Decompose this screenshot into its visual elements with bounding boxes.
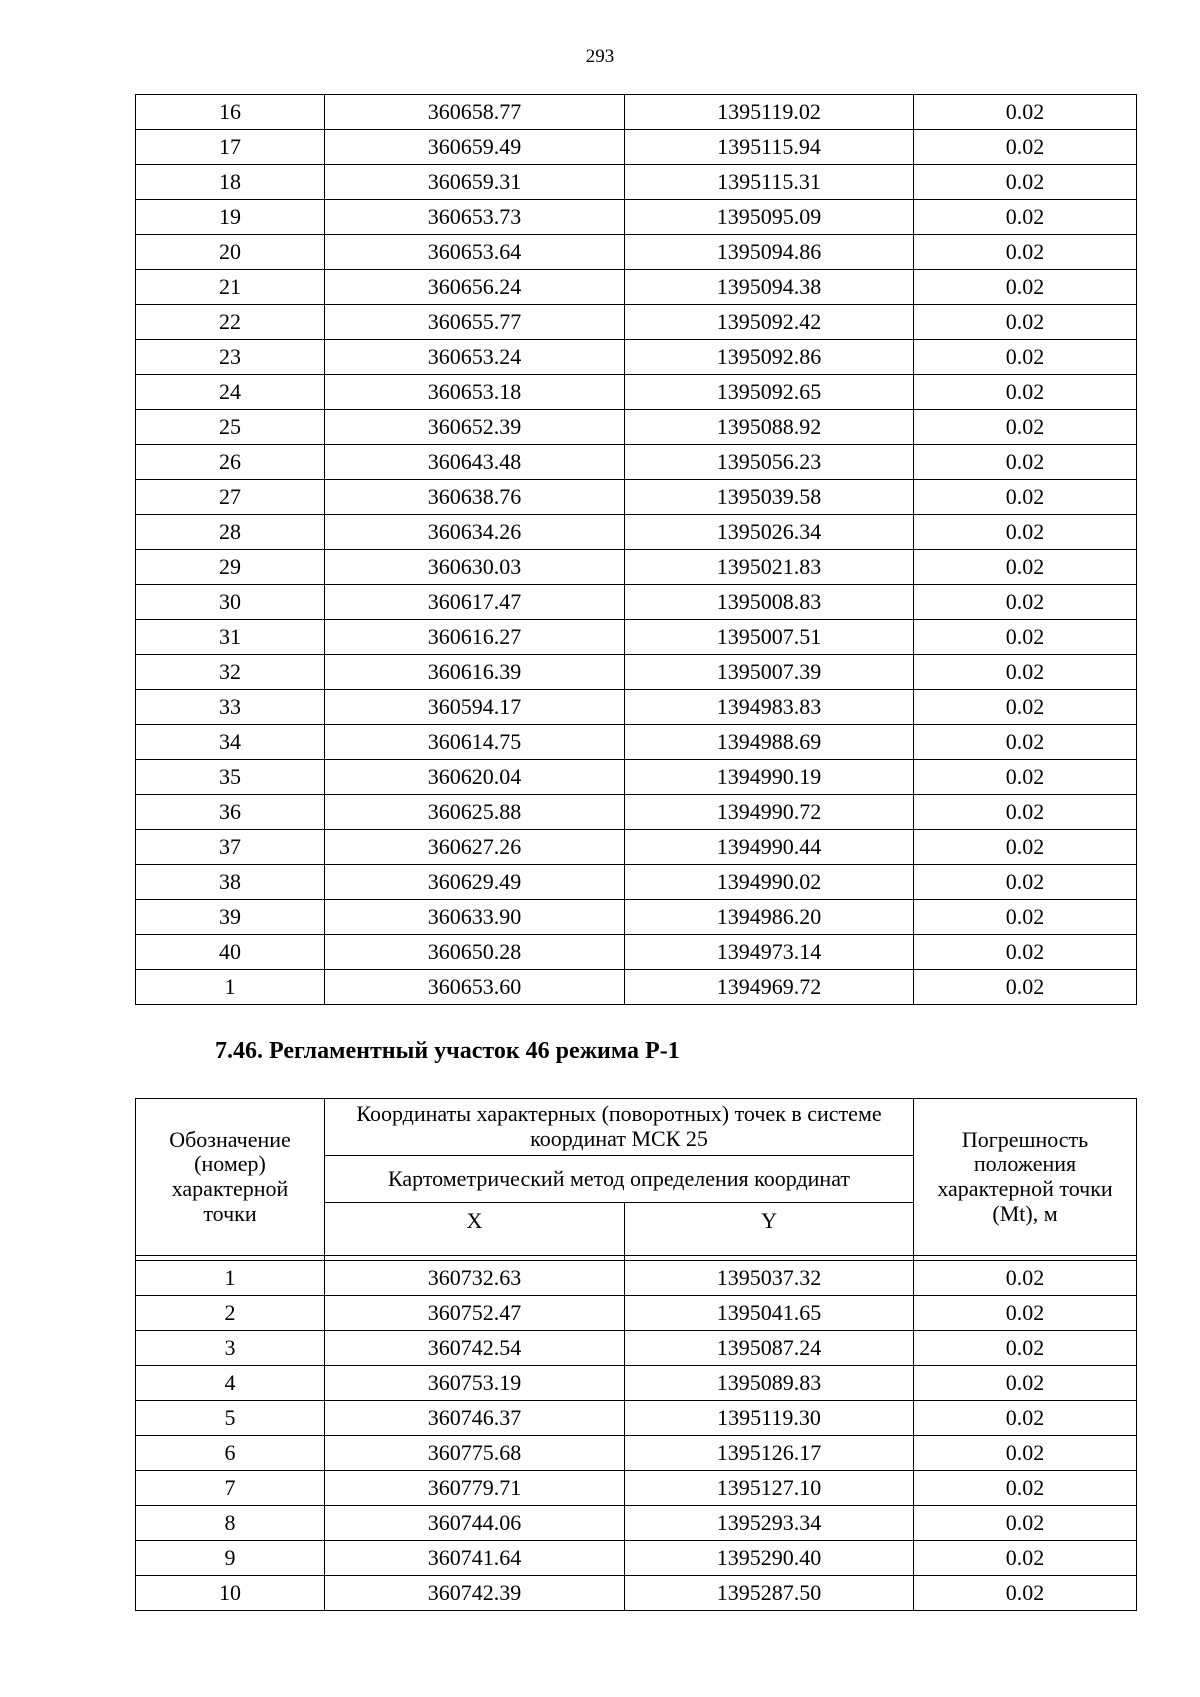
cell-x: 360614.75	[325, 725, 625, 760]
page-number: 293	[585, 46, 615, 67]
cell-x: 360653.24	[325, 340, 625, 375]
cell-error: 0.02	[914, 1576, 1137, 1611]
cell-x: 360779.71	[325, 1471, 625, 1506]
cell-point-number: 16	[136, 95, 325, 130]
cell-x: 360653.18	[325, 375, 625, 410]
cell-error: 0.02	[914, 95, 1137, 130]
cell-x: 360753.19	[325, 1366, 625, 1401]
cell-y: 1395008.83	[625, 585, 914, 620]
cell-point-number: 21	[136, 270, 325, 305]
cell-point-number: 4	[136, 1366, 325, 1401]
header-y: Y	[625, 1203, 914, 1256]
table-row	[136, 1576, 1137, 1611]
table-row	[136, 1331, 1137, 1366]
cell-y: 1395041.65	[625, 1296, 914, 1331]
table-row	[136, 550, 1137, 585]
table-body	[136, 95, 1137, 1005]
cell-y: 1395293.34	[625, 1506, 914, 1541]
cell-y: 1395127.10	[625, 1471, 914, 1506]
coordinates-table	[135, 1098, 1137, 1611]
cell-x: 360633.90	[325, 900, 625, 935]
table-row	[136, 305, 1137, 340]
cell-error: 0.02	[914, 830, 1137, 865]
cell-error: 0.02	[914, 1296, 1137, 1331]
cell-y: 1395094.38	[625, 270, 914, 305]
cell-error: 0.02	[914, 410, 1137, 445]
cell-point-number: 28	[136, 515, 325, 550]
cell-y: 1395037.32	[625, 1261, 914, 1296]
cell-error: 0.02	[914, 1506, 1137, 1541]
table-row	[136, 865, 1137, 900]
cell-error: 0.02	[914, 1331, 1137, 1366]
cell-y: 1395290.40	[625, 1541, 914, 1576]
cell-y: 1395092.86	[625, 340, 914, 375]
cell-error: 0.02	[914, 935, 1137, 970]
cell-error: 0.02	[914, 620, 1137, 655]
table-body	[136, 1261, 1137, 1611]
cell-x: 360732.63	[325, 1261, 625, 1296]
cell-error: 0.02	[914, 130, 1137, 165]
cell-error: 0.02	[914, 690, 1137, 725]
cell-y: 1394973.14	[625, 935, 914, 970]
cell-point-number: 1	[136, 970, 325, 1005]
cell-x: 360653.73	[325, 200, 625, 235]
cell-x: 360652.39	[325, 410, 625, 445]
cell-y: 1394990.02	[625, 865, 914, 900]
cell-y: 1394988.69	[625, 725, 914, 760]
cell-y: 1394990.44	[625, 830, 914, 865]
cell-point-number: 24	[136, 375, 325, 410]
table-row	[136, 410, 1137, 445]
cell-error: 0.02	[914, 795, 1137, 830]
table-row	[136, 200, 1137, 235]
cell-x: 360744.06	[325, 1506, 625, 1541]
table-row	[136, 1506, 1137, 1541]
cell-x: 360742.54	[325, 1331, 625, 1366]
cell-point-number: 37	[136, 830, 325, 865]
cell-error: 0.02	[914, 1471, 1137, 1506]
cell-y: 1395119.30	[625, 1401, 914, 1436]
cell-y: 1395007.39	[625, 655, 914, 690]
table-row	[136, 480, 1137, 515]
cell-y: 1395092.65	[625, 375, 914, 410]
cell-error: 0.02	[914, 585, 1137, 620]
cell-error: 0.02	[914, 165, 1137, 200]
cell-x: 360638.76	[325, 480, 625, 515]
table-row	[136, 515, 1137, 550]
cell-x: 360630.03	[325, 550, 625, 585]
cell-error: 0.02	[914, 340, 1137, 375]
table-row	[136, 445, 1137, 480]
cell-error: 0.02	[914, 1541, 1137, 1576]
table-row	[136, 1366, 1137, 1401]
cell-x: 360643.48	[325, 445, 625, 480]
cell-point-number: 17	[136, 130, 325, 165]
cell-point-number: 38	[136, 865, 325, 900]
cell-point-number: 1	[136, 1261, 325, 1296]
cell-point-number: 30	[136, 585, 325, 620]
table-row	[136, 1401, 1137, 1436]
table-row	[136, 795, 1137, 830]
cell-x: 360659.31	[325, 165, 625, 200]
cell-y: 1394990.19	[625, 760, 914, 795]
table-row	[136, 340, 1137, 375]
header-coordinates-group: Координаты характерных (поворотных) точек в системе координат МСК 25	[325, 1099, 914, 1156]
table-row	[136, 95, 1137, 130]
table-row	[136, 725, 1137, 760]
cell-y: 1395115.31	[625, 165, 914, 200]
cell-x: 360617.47	[325, 585, 625, 620]
cell-point-number: 7	[136, 1471, 325, 1506]
table-row	[136, 970, 1137, 1005]
cell-error: 0.02	[914, 865, 1137, 900]
cell-point-number: 36	[136, 795, 325, 830]
cell-y: 1395089.83	[625, 1366, 914, 1401]
cell-point-number: 9	[136, 1541, 325, 1576]
header-method: Картометрический метод определения координат	[325, 1156, 914, 1203]
table-row	[136, 235, 1137, 270]
cell-x: 360616.39	[325, 655, 625, 690]
cell-point-number: 22	[136, 305, 325, 340]
cell-x: 360650.28	[325, 935, 625, 970]
cell-x: 360655.77	[325, 305, 625, 340]
cell-y: 1395021.83	[625, 550, 914, 585]
cell-point-number: 23	[136, 340, 325, 375]
cell-error: 0.02	[914, 550, 1137, 585]
cell-point-number: 25	[136, 410, 325, 445]
cell-y: 1394969.72	[625, 970, 914, 1005]
table-row	[136, 1261, 1137, 1296]
cell-x: 360653.60	[325, 970, 625, 1005]
cell-point-number: 32	[136, 655, 325, 690]
cell-x: 360629.49	[325, 865, 625, 900]
table-row	[136, 655, 1137, 690]
cell-point-number: 31	[136, 620, 325, 655]
cell-x: 360656.24	[325, 270, 625, 305]
cell-error: 0.02	[914, 725, 1137, 760]
cell-point-number: 5	[136, 1401, 325, 1436]
cell-x: 360594.17	[325, 690, 625, 725]
cell-x: 360659.49	[325, 130, 625, 165]
cell-point-number: 34	[136, 725, 325, 760]
cell-x: 360742.39	[325, 1576, 625, 1611]
cell-error: 0.02	[914, 1436, 1137, 1471]
table-row	[136, 375, 1137, 410]
cell-error: 0.02	[914, 1366, 1137, 1401]
cell-point-number: 29	[136, 550, 325, 585]
cell-point-number: 26	[136, 445, 325, 480]
cell-point-number: 40	[136, 935, 325, 970]
cell-x: 360752.47	[325, 1296, 625, 1331]
cell-point-number: 35	[136, 760, 325, 795]
cell-error: 0.02	[914, 1401, 1137, 1436]
table-row	[136, 935, 1137, 970]
table-row	[136, 620, 1137, 655]
cell-error: 0.02	[914, 305, 1137, 340]
cell-x: 360746.37	[325, 1401, 625, 1436]
cell-y: 1395039.58	[625, 480, 914, 515]
cell-point-number: 8	[136, 1506, 325, 1541]
cell-y: 1395092.42	[625, 305, 914, 340]
table-row	[136, 830, 1137, 865]
cell-error: 0.02	[914, 375, 1137, 410]
table-row	[136, 760, 1137, 795]
table-row	[136, 165, 1137, 200]
cell-error: 0.02	[914, 200, 1137, 235]
cell-point-number: 10	[136, 1576, 325, 1611]
table-row	[136, 130, 1137, 165]
cell-error: 0.02	[914, 655, 1137, 690]
cell-x: 360625.88	[325, 795, 625, 830]
cell-point-number: 39	[136, 900, 325, 935]
header-x: X	[325, 1203, 625, 1256]
cell-x: 360620.04	[325, 760, 625, 795]
cell-point-number: 33	[136, 690, 325, 725]
cell-point-number: 18	[136, 165, 325, 200]
cell-y: 1395115.94	[625, 130, 914, 165]
cell-y: 1395026.34	[625, 515, 914, 550]
cell-x: 360616.27	[325, 620, 625, 655]
cell-y: 1395007.51	[625, 620, 914, 655]
cell-error: 0.02	[914, 970, 1137, 1005]
table-row	[136, 690, 1137, 725]
cell-point-number: 2	[136, 1296, 325, 1331]
cell-y: 1394983.83	[625, 690, 914, 725]
cell-y: 1394986.20	[625, 900, 914, 935]
cell-y: 1395088.92	[625, 410, 914, 445]
cell-error: 0.02	[914, 480, 1137, 515]
cell-error: 0.02	[914, 270, 1137, 305]
cell-error: 0.02	[914, 235, 1137, 270]
table-row	[136, 1436, 1137, 1471]
cell-x: 360634.26	[325, 515, 625, 550]
cell-y: 1395287.50	[625, 1576, 914, 1611]
cell-point-number: 19	[136, 200, 325, 235]
cell-y: 1395094.86	[625, 235, 914, 270]
cell-x: 360741.64	[325, 1541, 625, 1576]
cell-y: 1395056.23	[625, 445, 914, 480]
cell-y: 1395126.17	[625, 1436, 914, 1471]
header-point-id: Обозначение (номер) характерной точки	[136, 1099, 325, 1256]
table-row	[136, 900, 1137, 935]
cell-point-number: 20	[136, 235, 325, 270]
section-heading: 7.46. Регламентный участок 46 режима Р-1	[215, 1038, 680, 1064]
cell-x: 360658.77	[325, 95, 625, 130]
cell-y: 1394990.72	[625, 795, 914, 830]
cell-point-number: 3	[136, 1331, 325, 1366]
table-row	[136, 585, 1137, 620]
cell-error: 0.02	[914, 1261, 1137, 1296]
cell-error: 0.02	[914, 515, 1137, 550]
cell-error: 0.02	[914, 445, 1137, 480]
cell-y: 1395087.24	[625, 1331, 914, 1366]
table-header	[136, 1099, 1137, 1261]
table-row	[136, 1296, 1137, 1331]
cell-x: 360775.68	[325, 1436, 625, 1471]
table-row	[136, 1541, 1137, 1576]
cell-error: 0.02	[914, 900, 1137, 935]
cell-x: 360653.64	[325, 235, 625, 270]
cell-error: 0.02	[914, 760, 1137, 795]
table-row	[136, 270, 1137, 305]
header-error: Погрешность положения характерной точки (Mt), м	[914, 1099, 1137, 1256]
cell-point-number: 27	[136, 480, 325, 515]
cell-y: 1395119.02	[625, 95, 914, 130]
table-row	[136, 1471, 1137, 1506]
cell-x: 360627.26	[325, 830, 625, 865]
cell-point-number: 6	[136, 1436, 325, 1471]
cell-y: 1395095.09	[625, 200, 914, 235]
coordinates-table-continued	[135, 94, 1137, 1005]
